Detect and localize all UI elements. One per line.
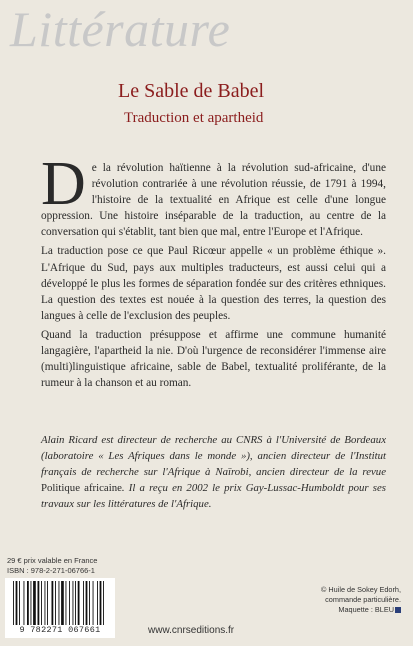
credit-design-text: Maquette : BLEU — [338, 605, 394, 614]
isbn-text: ISBN : 978-2-271-06766-1 — [7, 566, 95, 575]
barcode-bars-icon — [5, 578, 115, 626]
author-bio — [41, 432, 386, 512]
barcode — [5, 578, 115, 638]
price-block — [7, 556, 97, 576]
blurb-paragraph-1 — [41, 150, 386, 240]
blurb — [41, 150, 386, 394]
blurb-paragraph-3: Quand la traduction présuppose et affirme une commune humanité langagière, l'apartheid la nie. D'où l'urgence de reconsidérer l'immense aire (multi)linguistique africaine, sable de Babel, textualité proliférante, de la rumeur à la chanson et au roman. — [41, 328, 386, 390]
bio-text-1: Alain Ricard est directeur de recherche au CNRS à l'Université de Bordeaux (laboratoire « Les Afriques dans le monde »), ancien directeur de l'Institut français de recherche sur l'Afrique à Naïrobi, ancien directeur de la revue — [41, 434, 386, 478]
credit-commission: commande particulière. — [325, 595, 401, 604]
credit-design — [321, 605, 401, 615]
book-title: Le Sable de Babel — [118, 80, 265, 102]
bio-journal: Politique africaine — [41, 482, 122, 494]
drop-cap: D — [41, 150, 86, 218]
book-subtitle: Traduction et apartheid — [124, 110, 264, 126]
bio-text-2: . Il a reçu en 2002 le prix Gay-Lussac-Humboldt pour ses travaux sur les littératures de l'Afrique. — [41, 482, 386, 510]
price-text: 29 € prix valable en France — [7, 556, 98, 565]
credit-painting: © Huile de Sokey Edorh, — [320, 585, 401, 594]
blurb-text-1: e la révolution haïtienne à la révolution sud-africaine, d'une révolution contrariée à une révolution réussie, de 1791 à 1994, l'histoire de la textualité en Afrique est celle d'une longue oppression. Une histoire inséparable de la traduction, au centre de la conversation qui s'établit, tant bien que mal, entre l'Europe et l'Afrique. — [41, 162, 386, 239]
series-name: Littérature — [10, 1, 231, 57]
credits — [321, 585, 401, 615]
publisher-website[interactable]: www.cnrseditions.fr — [148, 625, 235, 636]
blurb-paragraph-2: La traduction pose ce que Paul Ricœur appelle « un problème éthique ». L'Afrique du Sud, pays aux multiples traducteurs, est aussi celui qui a développé le plus les formes de séparation fondée sur des critères ethniques. La question des textes est nouée à la question des terres, la question des langues à celle de l'exclusion des peuples. — [41, 245, 386, 322]
barcode-number: 9 782271 067661 — [5, 625, 115, 635]
bleu-logo-icon — [395, 607, 401, 613]
